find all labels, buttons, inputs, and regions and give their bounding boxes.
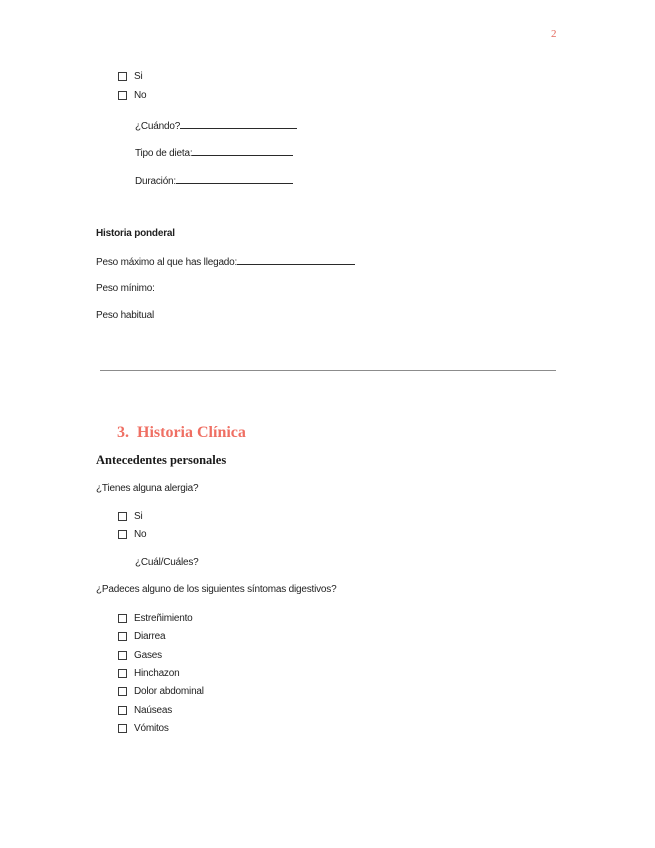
section-title-text: Historia Clínica <box>137 424 246 441</box>
weight-history-heading: Historia ponderal <box>96 228 175 239</box>
page-number: 2 <box>551 28 557 40</box>
field-label: Peso máximo al que has llegado: <box>96 257 238 268</box>
digestive-question: ¿Padeces alguno de los siguientes síntomas digestivos? <box>96 584 337 595</box>
section-divider <box>100 370 556 371</box>
max-weight-field[interactable] <box>96 255 355 268</box>
checkbox[interactable] <box>118 614 127 623</box>
checkbox[interactable] <box>118 632 127 641</box>
symptom-item[interactable] <box>118 668 179 679</box>
checkbox[interactable] <box>118 651 127 660</box>
diet-when-field[interactable] <box>135 119 297 132</box>
checkbox[interactable] <box>118 91 127 100</box>
answer-line[interactable] <box>180 119 297 129</box>
diet-option-no[interactable] <box>118 90 146 101</box>
symptom-label: Dolor abdominal <box>134 686 204 697</box>
answer-line[interactable] <box>192 146 293 156</box>
option-label: Si <box>134 511 143 522</box>
option-label: No <box>134 90 147 101</box>
checkbox[interactable] <box>118 724 127 733</box>
personal-history-subheading: Antecedentes personales <box>96 453 227 467</box>
allergy-option-yes[interactable] <box>118 511 143 522</box>
symptom-item[interactable] <box>118 705 172 716</box>
symptom-label: Diarrea <box>134 631 166 642</box>
checkbox[interactable] <box>118 72 127 81</box>
symptom-label: Naúseas <box>134 705 173 716</box>
field-label: Tipo de dieta: <box>135 148 193 159</box>
option-label: Si <box>134 71 143 82</box>
diet-type-field[interactable] <box>135 146 293 159</box>
symptom-item[interactable] <box>118 723 169 734</box>
section-number: 3. <box>117 424 129 441</box>
allergy-question: ¿Tienes alguna alergia? <box>96 483 199 494</box>
field-label: ¿Cuándo? <box>135 121 181 132</box>
symptom-item[interactable] <box>118 650 162 661</box>
checkbox[interactable] <box>118 669 127 678</box>
field-label: Duración: <box>135 176 176 187</box>
diet-duration-field[interactable] <box>135 174 293 187</box>
answer-line[interactable] <box>237 255 355 265</box>
checkbox[interactable] <box>118 512 127 521</box>
allergy-followup: ¿Cuál/Cuáles? <box>135 557 199 568</box>
symptom-label: Estreñimiento <box>134 613 193 624</box>
min-weight-label: Peso mínimo: <box>96 283 155 294</box>
option-label: No <box>134 529 147 540</box>
diet-option-yes[interactable] <box>118 71 143 82</box>
checkbox[interactable] <box>118 530 127 539</box>
symptom-label: Gases <box>134 650 162 661</box>
checkbox[interactable] <box>118 687 127 696</box>
symptom-item[interactable] <box>118 631 165 642</box>
symptom-item[interactable] <box>118 613 193 624</box>
allergy-option-no[interactable] <box>118 529 146 540</box>
answer-line[interactable] <box>176 174 293 184</box>
symptom-item[interactable] <box>118 686 204 697</box>
symptom-label: Hinchazon <box>134 668 180 679</box>
usual-weight-label: Peso habitual <box>96 310 155 321</box>
checkbox[interactable] <box>118 706 127 715</box>
section-title <box>117 424 246 442</box>
symptom-label: Vómitos <box>134 723 169 734</box>
